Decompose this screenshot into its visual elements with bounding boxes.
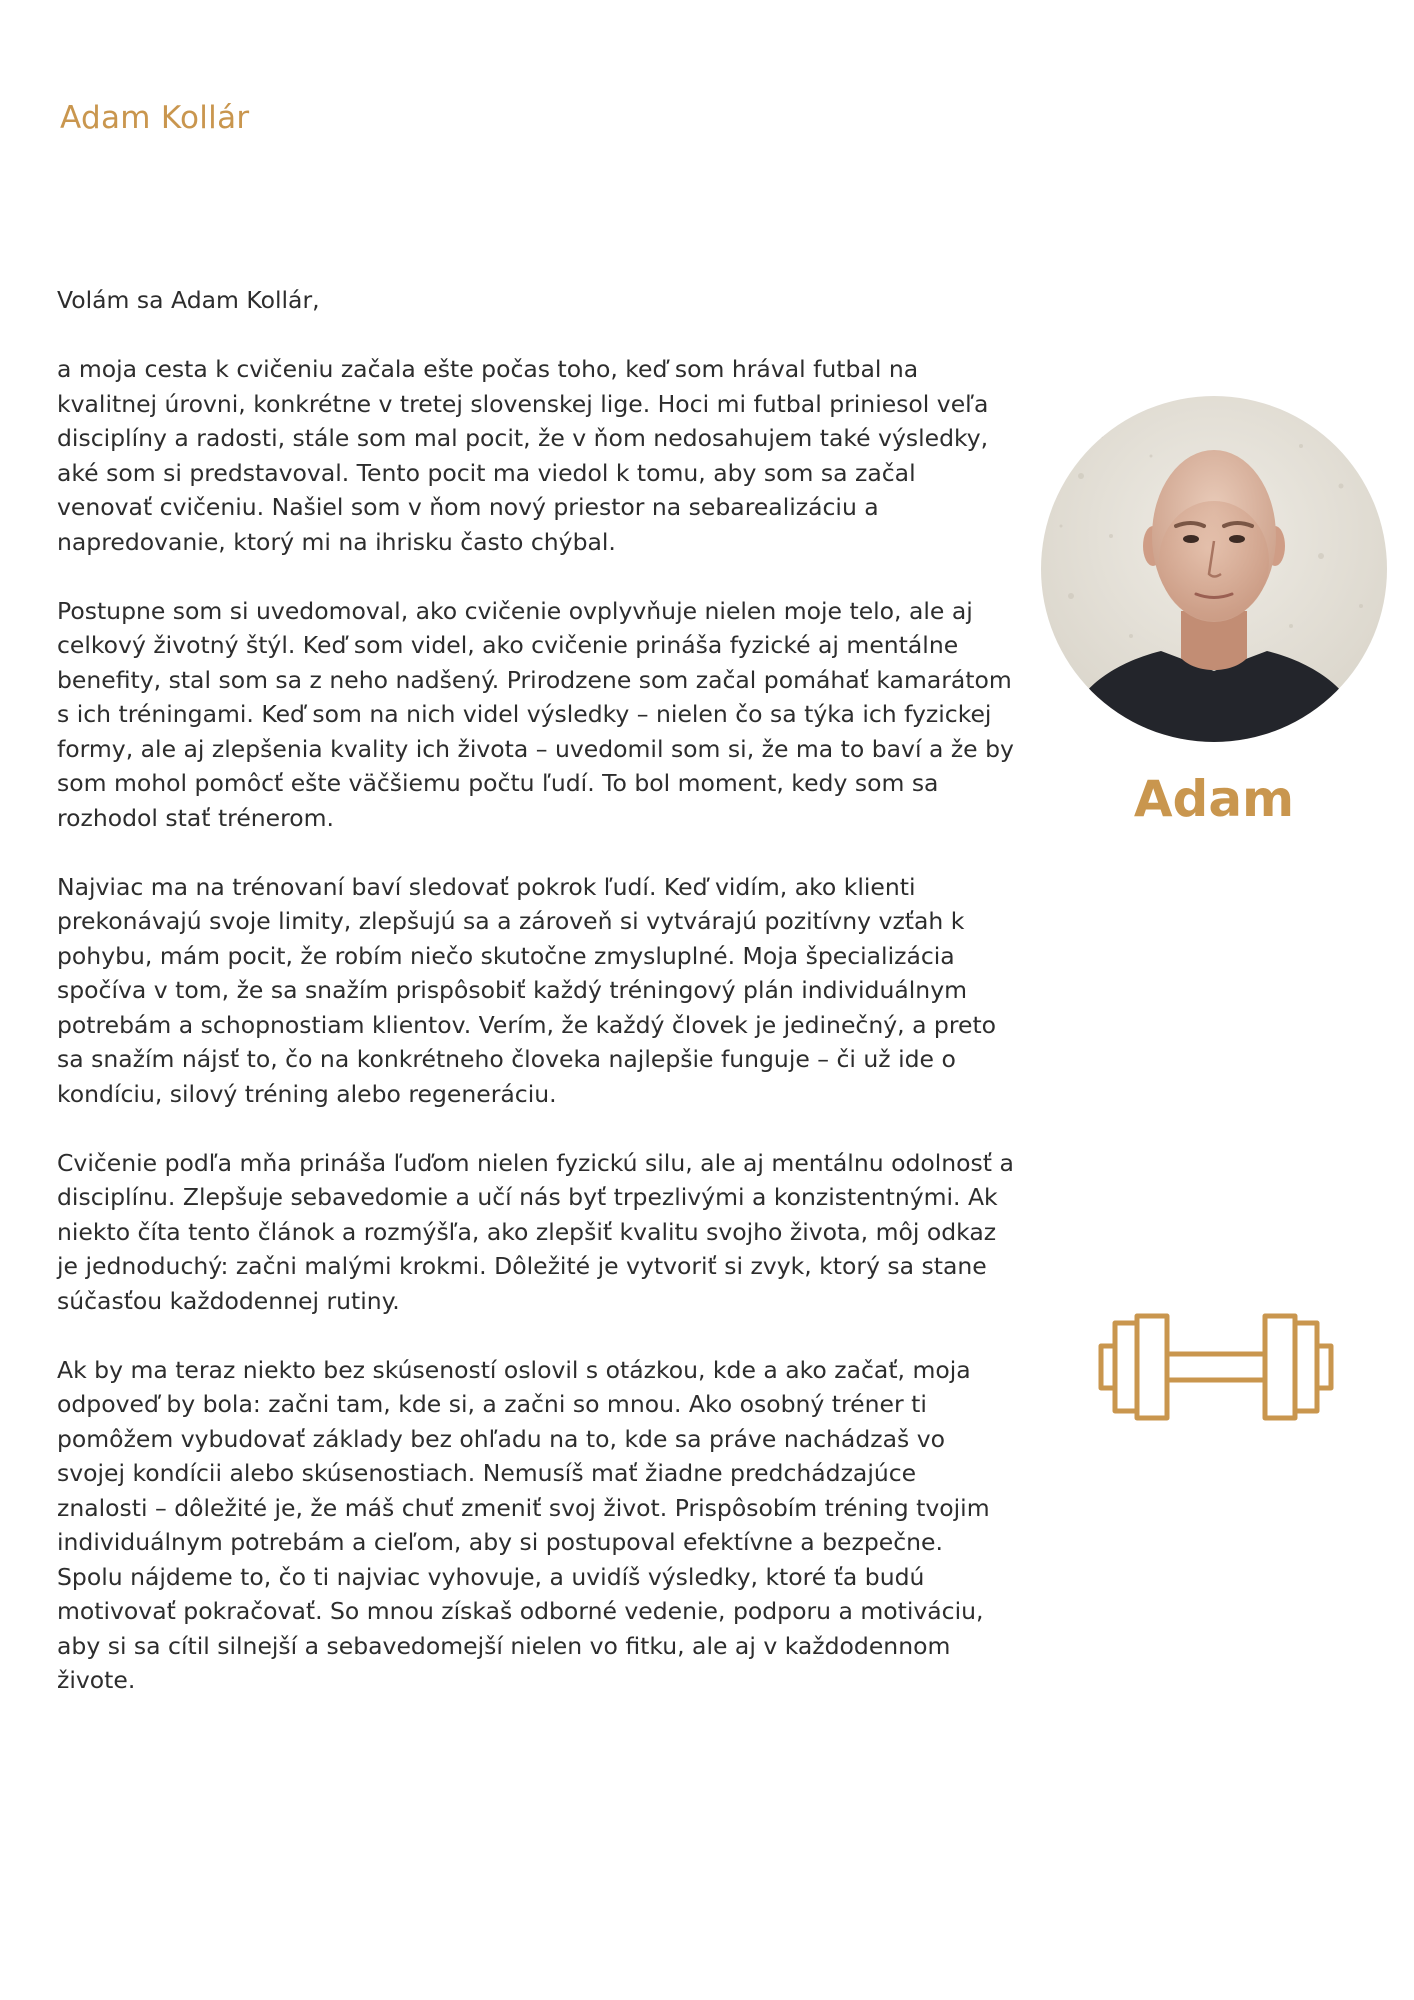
letter-paragraph-5: Ak by ma teraz niekto bez skúseností oslovil s otázkou, kde a ako začať, moja odpoveď by bola: začni tam, kde si, a začni so mnou. Ako osobný tréner ti pomôžem vybudovať základy bez ohľadu na to, kde sa práve nachádzaš vo svojej kondícii alebo skúsenostiach. Nemusíš mať žiadne predchádzajúce znalosti – dôležité je, že máš chuť zmeniť svoj život. Prispôsobím tréning tvojim individuálnym potrebám a cieľom, aby si postupoval efektívne a bezpečne. Spolu nájdeme to, čo ti najviac vyhovuje, a uvidíš výsledky, ktoré ťa budú motivovať pokračovať. So mnou získaš odborné vedenie, podporu a motiváciu, aby si sa cítil silnejší a sebavedomejší nielen vo fitku, ale aj v každodennom živote. — [57, 1355, 990, 1694]
letter-greeting: Volám sa Adam Kollár, — [57, 286, 320, 314]
letter-paragraph-3: Najviac ma na trénovaní baví sledovať pokrok ľudí. Keď vidím, ako klienti prekonávajú svoje limity, zlepšujú sa a zároveň si vytvárajú pozitívny vzťah k pohybu, mám pocit, že robím niečo skutočne zmysluplné. Moja špecializácia spočíva v tom, že sa snažím prispôsobiť každý tréningový plán individuálnym potrebám a schopnostiam klientov. Verím, že každý človek je jedinečný, a preto sa snažím nájsť to, čo na konkrétneho človeka najlepšie funguje – či už ide o kondíciu, silový tréning alebo regeneráciu. — [57, 872, 997, 1108]
photo-caption: Adam — [1133, 770, 1295, 828]
header-name: Adam Kollár — [60, 100, 250, 136]
letter-paragraph-4: Cvičenie podľa mňa prináša ľuďom nielen fyzickú silu, ale aj mentálnu odolnosť a disciplínu. Zlepšuje sebavedomie a učí nás byť trpezlivými a konzistentnými. Ak niekto číta tento článok a rozmýšľa, ako zlepšiť kvalitu svojho života, môj odkaz je jednoduchý: začni malými krokmi. Dôležité je vytvoriť si zvyk, ktorý sa stane súčasťou každodennej rutiny. — [57, 1148, 1014, 1315]
letter-body — [57, 283, 1047, 1732]
letter-paragraph-1: a moja cesta k cvičeniu začala ešte počas toho, keď som hrával futbal na kvalitnej úrovni, konkrétne v tretej slovenskej lige. Hoci mi futbal priniesol veľa disciplíny a radosti, stále som mal pocit, že v ňom nedosahujem také výsledky, aké som si predstavoval. Tento pocit ma viedol k tomu, aby som sa začal venovať cvičeniu. Našiel som v ňom nový priestor na sebarealizáciu a napredovanie, ktorý mi na ihrisku často chýbal. — [57, 355, 989, 556]
letter-paragraph-2: Postupne som si uvedomoval, ako cvičenie ovplyvňuje nielen moje telo, ale aj celkový životný štýl. Keď som videl, ako cvičenie prináša fyzické aj mentálne benefity, stal som sa z neho nadšený. Prirodzene som začal pomáhať kamarátom s ich tréningami. Keď som na nich videl výsledky – nielen čo sa týka ich fyzickej formy, ale aj zlepšenia kvality ich života – uvedomil som si, že ma to baví a že by som mohol pomôcť ešte väčšiemu počtu ľudí. To bol moment, kedy som sa rozhodol stať trénerom. — [57, 596, 1014, 832]
portrait-photo — [1041, 396, 1387, 742]
dumbbell-icon — [1098, 1313, 1334, 1421]
